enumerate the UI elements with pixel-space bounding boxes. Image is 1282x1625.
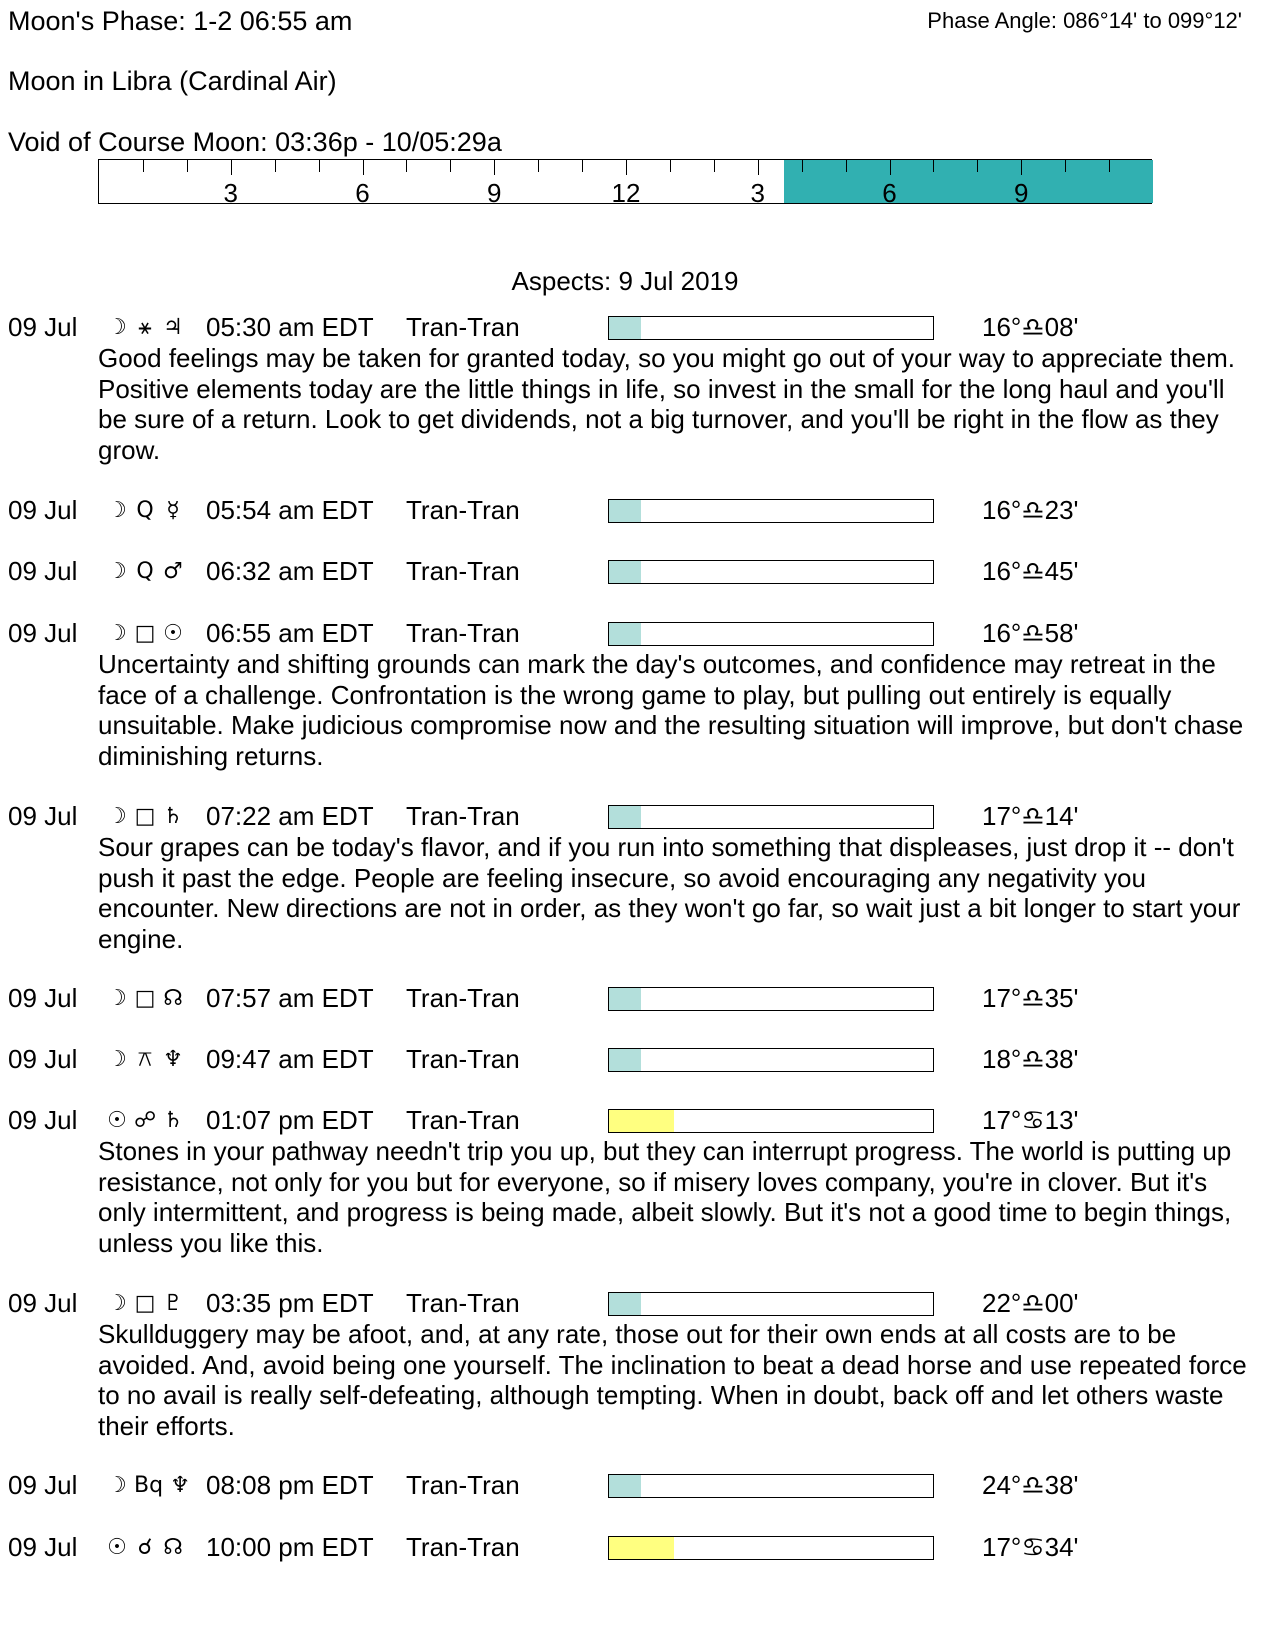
aspect-position: 17°♋34' — [982, 1532, 1079, 1562]
aspect-strength-fill — [609, 623, 641, 645]
timeline-tick — [1021, 160, 1022, 175]
aspect-icon: Q — [136, 498, 154, 523]
timeline-tick — [538, 160, 539, 172]
timeline-hour-label: 6 — [355, 178, 370, 208]
aspect-kind: Tran-Tran — [406, 1532, 520, 1562]
planet-2-icon: ♄ — [163, 1108, 184, 1133]
aspect-glyphs — [106, 1532, 184, 1563]
planet-1-icon: ☉ — [107, 1535, 127, 1560]
timeline-tick — [582, 160, 583, 172]
aspect-strength-fill — [609, 1110, 674, 1132]
aspect-glyphs — [106, 1105, 184, 1136]
aspect-strength-bar — [608, 805, 934, 829]
timeline-tick — [187, 160, 188, 172]
timeline-hour-label: 12 — [611, 178, 641, 208]
aspect-strength-fill — [609, 561, 641, 583]
aspect-strength-bar — [608, 622, 934, 646]
aspects-title: Aspects: 9 Jul 2019 — [511, 266, 739, 296]
planet-1-icon: ☽ — [107, 804, 127, 829]
timeline-tick — [977, 160, 978, 172]
void-of-course: Void of Course Moon: 03:36p - 10/05:29a — [8, 127, 502, 157]
aspect-strength-bar — [608, 1474, 934, 1498]
aspect-kind: Tran-Tran — [406, 1105, 520, 1135]
aspect-position: 16°♎08' — [982, 312, 1079, 342]
aspect-glyphs — [106, 556, 184, 587]
aspect-icon: ⚻ — [137, 1047, 153, 1072]
timeline-tick — [1109, 160, 1110, 172]
aspect-time: 01:07 pm EDT — [206, 1105, 374, 1135]
aspect-date: 09 Jul — [8, 1532, 78, 1562]
aspect-date: 09 Jul — [8, 495, 78, 525]
aspect-time: 06:55 am EDT — [206, 618, 374, 648]
planet-2-icon: ♂ — [163, 559, 183, 584]
aspect-glyphs — [106, 495, 184, 526]
timeline-tick — [275, 160, 276, 172]
timeline-hour-label: 3 — [750, 178, 765, 208]
aspect-description: Uncertainty and shifting grounds can mark the day's outcomes, and confidence may retreat in the face of a challenge. Confrontation is the wrong game to play, but pulling out entirely is equally unsuitable. Make judicious compromise now and the resulting situation will improve, but don't chase diminishing returns. — [98, 649, 1244, 771]
aspect-position: 24°♎38' — [982, 1470, 1079, 1500]
aspect-position: 16°♎58' — [982, 618, 1079, 648]
aspect-strength-bar — [608, 1109, 934, 1133]
aspect-position: 18°♎38' — [982, 1044, 1079, 1074]
aspect-time: 03:35 pm EDT — [206, 1288, 374, 1318]
timeline-tick — [1065, 160, 1066, 172]
planet-1-icon: ☽ — [107, 1047, 127, 1072]
aspect-kind: Tran-Tran — [406, 618, 520, 648]
aspect-strength-bar — [608, 1292, 934, 1316]
aspect-icon: ☌ — [137, 1535, 153, 1560]
aspect-glyphs — [106, 618, 184, 649]
aspect-date: 09 Jul — [8, 1470, 78, 1500]
aspect-description: Good feelings may be taken for granted today, so you might go out of your way to appreciate them. Positive elements today are the little things in life, so invest in the small for the long haul and you'll be sure of a return. Look to get dividends, not a big turnover, and you'll be right in the flow as they grow. — [98, 343, 1235, 465]
moon-sign: Moon in Libra (Cardinal Air) — [8, 66, 337, 96]
aspect-kind: Tran-Tran — [406, 556, 520, 586]
aspect-time: 07:22 am EDT — [206, 801, 374, 831]
timeline-hour-label: 9 — [1014, 178, 1029, 208]
planet-2-icon: ☊ — [163, 986, 183, 1011]
aspect-date: 09 Jul — [8, 983, 78, 1013]
aspect-glyphs — [106, 1470, 191, 1501]
aspect-position: 17°♎35' — [982, 983, 1079, 1013]
aspect-date: 09 Jul — [8, 1044, 78, 1074]
aspect-icon: □ — [134, 1291, 156, 1316]
planet-1-icon: ☽ — [107, 498, 127, 523]
aspect-strength-bar — [608, 499, 934, 523]
planet-2-icon: ☉ — [163, 621, 183, 646]
aspect-strength-fill — [609, 806, 641, 828]
aspect-strength-bar — [608, 560, 934, 584]
planet-1-icon: ☽ — [107, 986, 127, 1011]
aspect-icon: □ — [134, 621, 156, 646]
aspect-icon: □ — [134, 986, 156, 1011]
aspect-time: 09:47 am EDT — [206, 1044, 374, 1074]
void-of-course-timeline — [98, 159, 1152, 208]
timeline-hour-label: 3 — [223, 178, 238, 208]
planet-1-icon: ☉ — [107, 1108, 127, 1133]
aspect-kind: Tran-Tran — [406, 1288, 520, 1318]
aspect-kind: Tran-Tran — [406, 312, 520, 342]
void-period-fill — [784, 160, 1153, 203]
timeline-tick — [450, 160, 451, 172]
moon-phase: Moon's Phase: 1-2 06:55 am — [8, 6, 353, 36]
timeline-hour-label: 6 — [882, 178, 897, 208]
planet-1-icon: ☽ — [107, 559, 127, 584]
planet-1-icon: ☽ — [107, 1291, 127, 1316]
aspect-strength-fill — [609, 317, 641, 339]
aspect-strength-bar — [608, 1048, 934, 1072]
timeline-tick — [494, 160, 495, 175]
aspect-position: 17°♎14' — [982, 801, 1079, 831]
timeline-tick — [319, 160, 320, 172]
aspect-glyphs — [106, 801, 184, 832]
planet-1-icon: ☽ — [107, 621, 127, 646]
aspect-time: 10:00 pm EDT — [206, 1532, 374, 1562]
aspect-glyphs — [106, 1288, 184, 1319]
aspect-position: 22°♎00' — [982, 1288, 1079, 1318]
timeline-tick — [670, 160, 671, 172]
timeline-tick — [363, 160, 364, 175]
planet-2-icon: ♆ — [163, 1047, 183, 1072]
timeline-tick — [231, 160, 232, 175]
aspect-icon: ☍ — [134, 1108, 157, 1133]
aspect-description: Sour grapes can be today's flavor, and if you run into something that displeases, just drop it -- don't push it past the edge. People are feeling insecure, so avoid encouraging any negativity you encounter. New directions are not in order, as they won't go far, so wait just a bit longer to start your engine. — [98, 832, 1241, 954]
aspect-description: Stones in your pathway needn't trip you up, but they can interrupt progress. The world is putting up resistance, not only for you but for everyone, so if misery loves company, you're in clover. But it's only intermittent, and progress is being made, albeit slowly. But it's not a good time to begin things, unless you like this. — [98, 1136, 1232, 1258]
aspect-glyphs — [106, 1044, 184, 1075]
timeline-tick — [406, 160, 407, 172]
timeline-tick — [143, 160, 144, 172]
aspect-date: 09 Jul — [8, 556, 78, 586]
aspect-strength-bar — [608, 1536, 934, 1560]
aspect-position: 17°♋13' — [982, 1105, 1079, 1135]
timeline-tick — [758, 160, 759, 175]
planet-1-icon: ☽ — [107, 1473, 127, 1498]
aspect-icon: ⚹ — [138, 315, 152, 340]
aspect-description: Skullduggery may be afoot, and, at any rate, those out for their own ends at all costs are to be avoided. And, avoid being one yourself. The inclination to beat a dead horse and use repeated force to no avail is really self-defeating, although tempting. When in doubt, back off and let others waste their efforts. — [98, 1319, 1247, 1441]
aspect-icon: Q — [136, 559, 154, 584]
aspect-date: 09 Jul — [8, 312, 78, 342]
timeline-tick — [890, 160, 891, 175]
planet-1-icon: ☽ — [107, 315, 127, 340]
timeline-tick — [626, 160, 627, 175]
aspect-strength-fill — [609, 500, 641, 522]
aspect-date: 09 Jul — [8, 618, 78, 648]
aspect-time: 05:54 am EDT — [206, 495, 374, 525]
timeline-tick — [802, 160, 803, 172]
aspect-time: 07:57 am EDT — [206, 983, 374, 1013]
aspect-icon: □ — [134, 804, 156, 829]
aspect-kind: Tran-Tran — [406, 801, 520, 831]
aspect-date: 09 Jul — [8, 801, 78, 831]
aspect-strength-fill — [609, 1293, 641, 1315]
aspect-kind: Tran-Tran — [406, 495, 520, 525]
aspect-glyphs — [106, 983, 184, 1014]
planet-2-icon: ♆ — [170, 1473, 190, 1498]
planet-2-icon: ♇ — [163, 1291, 183, 1316]
aspect-strength-fill — [609, 1049, 641, 1071]
aspect-kind: Tran-Tran — [406, 1470, 520, 1500]
aspect-time: 06:32 am EDT — [206, 556, 374, 586]
timeline-tick — [846, 160, 847, 172]
aspect-kind: Tran-Tran — [406, 983, 520, 1013]
timeline-hour-label: 9 — [487, 178, 502, 208]
planet-2-icon: ☿ — [166, 498, 180, 523]
aspect-time: 08:08 pm EDT — [206, 1470, 374, 1500]
aspect-strength-fill — [609, 1537, 674, 1559]
aspect-position: 16°♎45' — [982, 556, 1079, 586]
planet-2-icon: ☊ — [163, 1535, 183, 1560]
aspect-time: 05:30 am EDT — [206, 312, 374, 342]
aspect-strength-bar — [608, 316, 934, 340]
aspect-icon: Bq — [134, 1473, 164, 1498]
phase-angle: Phase Angle: 086°14' to 099°12' — [927, 8, 1242, 33]
aspect-kind: Tran-Tran — [406, 1044, 520, 1074]
aspect-date: 09 Jul — [8, 1288, 78, 1318]
planet-2-icon: ♃ — [163, 315, 183, 340]
timeline-tick — [714, 160, 715, 172]
aspect-strength-bar — [608, 987, 934, 1011]
aspect-date: 09 Jul — [8, 1105, 78, 1135]
aspect-glyphs — [106, 312, 184, 343]
aspect-position: 16°♎23' — [982, 495, 1079, 525]
aspect-strength-fill — [609, 1475, 641, 1497]
timeline-tick — [933, 160, 934, 172]
planet-2-icon: ♄ — [163, 804, 183, 829]
aspect-strength-fill — [609, 988, 641, 1010]
